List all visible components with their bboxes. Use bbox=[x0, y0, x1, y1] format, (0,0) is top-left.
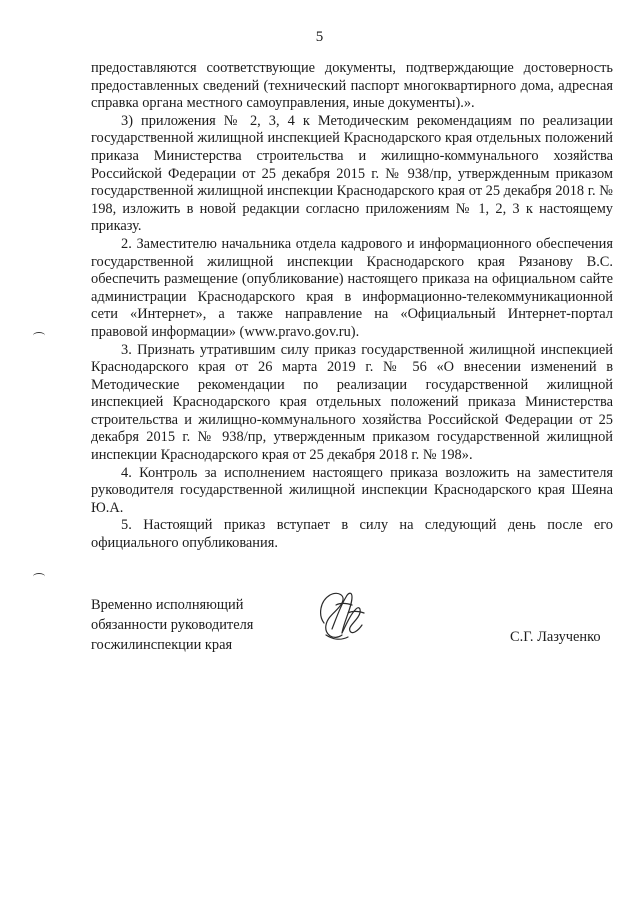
paragraph-section-2: 2. Заместителю начальника отдела кадрового и информационного обеспечения государственной жилищной инспекции Краснодарского края Рязанову В.С. обеспечить размещение (опубликование) настоящего приказа на официальном сайте администрации Краснодарского края в информационно-телекоммуникационной сети «Интернет», а также направление на «Официальный Интернет-портал правовой информации» (www.pravo.gov.ru). bbox=[91, 235, 613, 340]
margin-hole-mark bbox=[33, 332, 45, 339]
paragraph-item-3: 3) приложения № 2, 3, 4 к Методическим рекомендациям по реализации государственной жилищной инспекцией Краснодарского края отдельных положений приказа Министерства строительства и жилищно-коммунального хозяйства Российской Федерации от 25 декабря 2015 г. № 938/пр, утвержденным приказом государственной жилищной инспекции Краснодарского края от 25 декабря 2018 г. № 198, изложить в новой редакции согласно приложениям № 1, 2, 3 к настоящему приказу. bbox=[91, 112, 613, 235]
signatory-position bbox=[91, 595, 253, 655]
document-body bbox=[91, 60, 613, 553]
signatory-position-line: Временно исполняющий bbox=[91, 597, 244, 613]
signatory-position-line: обязанности руководителя bbox=[91, 617, 254, 633]
margin-hole-mark bbox=[33, 573, 45, 580]
page-number: 5 bbox=[315, 29, 324, 45]
paragraph-section-5: 5. Настоящий приказ вступает в силу на следующий день после его официального опубликования. bbox=[91, 517, 613, 552]
signer-name: С.Г. Лазученко bbox=[510, 629, 601, 645]
signatory-position-line: госжилинспекции края bbox=[91, 637, 233, 653]
paragraph-continuation: предоставляются соответствующие документы, подтверждающие достоверность предоставленных сведений (технический паспорт многоквартирного дома, адресная справка органа местного самоуправления, иные документы).». bbox=[91, 60, 613, 112]
paragraph-section-4: 4. Контроль за исполнением настоящего приказа возложить на заместителя руководителя государственной жилищной инспекции Краснодарского края Шеяна Ю.А. bbox=[91, 464, 613, 516]
paragraph-section-3: 3. Признать утратившим силу приказ государственной жилищной инспекцией Краснодарского края от 26 марта 2019 г. № 56 «О внесении изменений в Методические рекомендации по реализации государственной жилищной инспекцией Краснодарского края отдельных положений приказа Министерства строительства и жилищно-коммунального хозяйства Российской Федерации от 25 декабря 2015 г. № 938/пр, утвержденным приказом государственной жилищной инспекции Краснодарского края от 25 декабря 2018 г. № 198». bbox=[91, 341, 613, 464]
handwritten-signature-icon bbox=[312, 585, 370, 647]
